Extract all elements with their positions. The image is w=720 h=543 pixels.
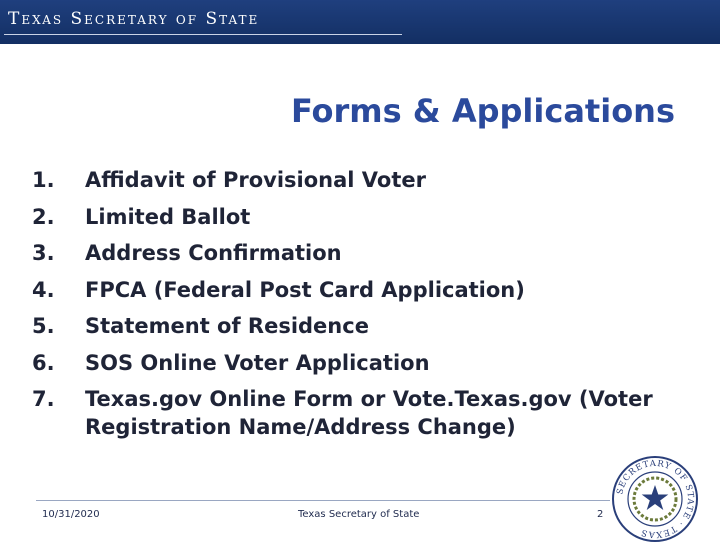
- state-seal-icon: [611, 455, 699, 543]
- list-item: [32, 166, 692, 194]
- list-item: [32, 349, 692, 377]
- list-item-text: Texas.gov Online Form or Vote.Texas.gov (Voter Registration Name/Address Change): [85, 387, 653, 439]
- list-item-number: 5.: [32, 314, 55, 338]
- list-item-text: Statement of Residence: [85, 314, 369, 338]
- list-item-text: Affidavit of Provisional Voter: [85, 168, 426, 192]
- list-item-number: 6.: [32, 350, 55, 375]
- header-bar: [0, 0, 720, 44]
- footer-center-text: Texas Secretary of State: [298, 509, 420, 520]
- list-item-number: 2.: [32, 204, 55, 229]
- list-item: [32, 312, 692, 340]
- list-item-number: 3.: [32, 241, 55, 265]
- forms-list: [32, 166, 692, 450]
- list-item-text: Limited Ballot: [85, 204, 251, 229]
- seal-ring-text: SECRETARY OF STATE · TEXAS: [615, 458, 696, 540]
- list-item: [32, 385, 692, 441]
- slide-title: Forms & Applications: [290, 92, 675, 130]
- list-item-number: 4.: [32, 277, 55, 302]
- list-item: [32, 276, 692, 304]
- header-divider: [4, 34, 402, 35]
- footer-date: 10/31/2020: [42, 509, 100, 520]
- footer-page-number: 2: [597, 509, 604, 520]
- list-item-number: 7.: [32, 387, 55, 411]
- list-item-text: SOS Online Voter Application: [85, 350, 430, 375]
- list-item-text: FPCA (Federal Post Card Application): [85, 277, 525, 302]
- header-title: Texas Secretary of State: [8, 9, 260, 29]
- list-item-number: 1.: [32, 168, 55, 192]
- list-item-text: Address Confirmation: [85, 241, 342, 265]
- list-item: [32, 203, 692, 231]
- footer-divider: [36, 500, 610, 501]
- list-item: [32, 239, 692, 267]
